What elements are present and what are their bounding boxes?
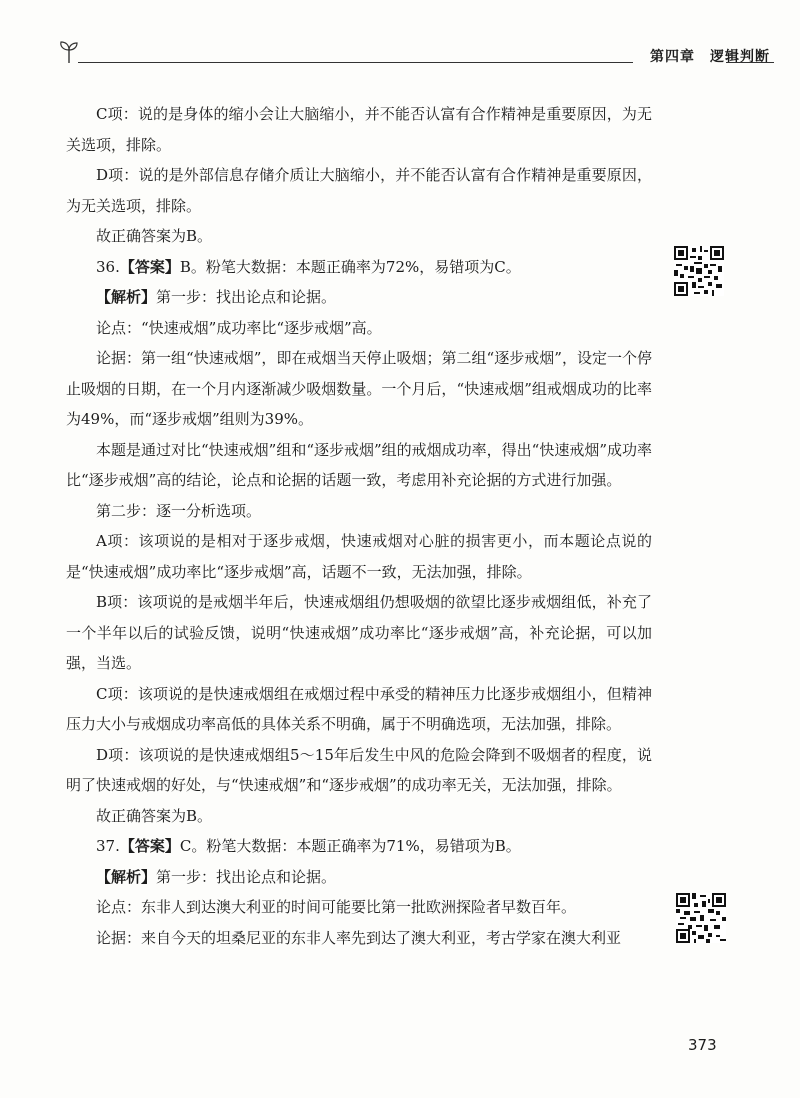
paragraph-option-c-prev: C项：说的是身体的缩小会让大脑缩小，并不能否认富有合作精神是重要原因，为无关选项，排除。 — [66, 105, 652, 154]
paragraph-option-c: C项：该项说的是快速戒烟组在戒烟过程中承受的精神压力比逐步戒烟组小，但精神压力大小与戒烟成功率高低的具体关系不明确，属于不明确选项，无法加强，排除。 — [66, 684, 652, 733]
page-content — [66, 99, 652, 953]
paragraph-option-d: D项：该项说的是快速戒烟组5～15年后发生中风的危险会降到不吸烟者的程度，说明了快速戒烟的好处，与“快速戒烟”和“逐步戒烟”的成功率无关，无法加强，排除。 — [66, 745, 652, 794]
answer-text: B。粉笔大数据：本题正确率为72%，易错项为C。 — [179, 257, 521, 276]
paragraph-claim: 论点：“快速戒烟”成功率比“逐步戒烟”高。 — [96, 318, 382, 337]
page-header — [58, 38, 774, 72]
paragraph-option-d-prev: D项：说的是外部信息存储介质让大脑缩小，并不能否认富有合作精神是重要原因，为无关选项，排除。 — [66, 166, 652, 215]
question-number: 37. — [96, 837, 120, 855]
question-37-answer — [66, 831, 652, 862]
question-36-answer — [66, 252, 652, 283]
analysis-tag: 【解析】 — [96, 867, 157, 886]
paragraph-option-a: A项：该项说的是相对于逐步戒烟，快速戒烟对心脏的损害更小，而本题论点说的是“快速戒烟”成功率比“逐步戒烟”高，话题不一致，无法加强，排除。 — [66, 532, 652, 581]
qr-code-36[interactable] — [674, 246, 724, 296]
paragraph-answer: 故正确答案为B。 — [96, 806, 213, 825]
analysis-tag: 【解析】 — [96, 288, 157, 306]
chapter-title: 第四章 逻辑判断 — [650, 49, 770, 65]
question-36-analysis — [66, 282, 652, 313]
question-number: 36. — [96, 257, 120, 276]
paragraph-answer-prev: 故正确答案为B。 — [96, 227, 213, 245]
paragraph-summary: 本题是通过对比“快速戒烟”组和“逐步戒烟”组的戒烟成功率，得出“快速戒烟”成功率比“逐步戒烟”高的结论，论点和论据的话题一致，考虑用补充论据的方式进行加强。 — [66, 440, 653, 489]
header-rule-left — [78, 62, 633, 63]
answer-tag: 【答案】 — [119, 837, 180, 855]
sprout-icon — [58, 40, 80, 64]
answer-text: C。粉笔大数据：本题正确率为71%，易错项为B。 — [179, 837, 521, 855]
analysis-text: 第一步：找出论点和论据。 — [156, 867, 337, 886]
paragraph-option-b: B项：该项说的是戒烟半年后，快速戒烟组仍想吸烟的欲望比逐步戒烟组低，补充了一个半年以后的试验反馈，说明“快速戒烟”成功率比“逐步戒烟”高，补充论据，可以加强，当选。 — [66, 593, 652, 672]
question-37-analysis — [66, 862, 652, 893]
answer-tag: 【答案】 — [119, 257, 180, 276]
qr-code-37[interactable] — [676, 893, 726, 943]
page-number: 373 — [688, 1036, 717, 1054]
paragraph-evidence: 论据：第一组“快速戒烟”，即在戒烟当天停止吸烟；第二组“逐步戒烟”，设定一个停止吸烟的日期，在一个月内逐渐减少吸烟数量。一个月后，“快速戒烟”组戒烟成功的比率为49%，而“逐步戒烟”组则为39%。 — [66, 349, 652, 428]
analysis-text: 第一步：找出论点和论据。 — [156, 288, 337, 306]
paragraph-37-evidence: 论据：来自今天的坦桑尼亚的东非人率先到达了澳大利亚，考古学家在澳大利亚 — [96, 928, 622, 947]
paragraph-37-claim: 论点：东非人到达澳大利亚的时间可能要比第一批欧洲探险者早数百年。 — [96, 898, 577, 916]
paragraph-step2: 第二步：逐一分析选项。 — [96, 501, 262, 520]
header-rule-right — [726, 62, 774, 63]
